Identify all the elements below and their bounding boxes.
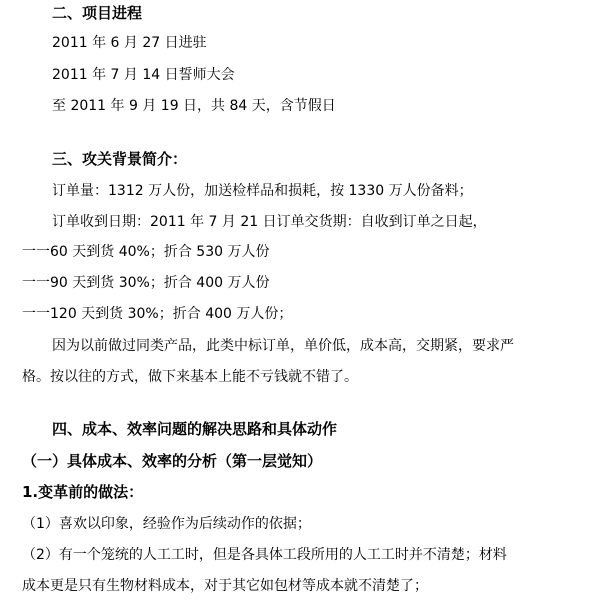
subsection-heading-analysis: （一）具体成本、效率的分析（第一层觉知） [22,452,323,470]
section-heading-solutions: 四、成本、效率问题的解决思路和具体动作 [52,420,338,438]
background-paragraph-line-2: 格。按以往的方式，做下来基本上能不亏钱就不错了。 [22,369,358,385]
progress-item-2: 2011 年 7 月 14 日誓师大会 [52,67,235,83]
progress-item-1: 2011 年 6 月 27 日进驻 [52,35,207,51]
sub-item-heading-before-change: 1.变革前的做法： [22,483,144,501]
delivery-term-90: 一一90 天到货 30%；折合 400 万人份 [22,275,270,291]
point-2-line-2: 成本更是只有生物材料成本，对于其它如包材等成本就不清楚了； [22,578,428,594]
point-1: （1）喜欢以印象，经验作为后续动作的依据； [22,516,311,532]
section-heading-background: 三、攻关背景简介： [52,150,188,168]
order-quantity-text: 订单量：1312 万人份，加送检样品和损耗，按 1330 万人份备料； [52,183,473,199]
delivery-term-120: 一一120 天到货 30%；折合 400 万人份； [22,306,293,322]
progress-item-3: 至 2011 年 9 月 19 日，共 84 天，含节假日 [52,98,336,114]
delivery-term-60: 一一60 天到货 40%；折合 530 万人份 [22,244,270,260]
section-heading-project-progress: 二、项目进程 [52,4,143,22]
delivery-intro-text: 订单收到日期：2011 年 7 月 21 日订单交货期：自收到订单之日起， [52,214,487,230]
point-2-line-1: （2）有一个笼统的人工工时，但是各具体工段所用的人工工时并不清楚；材料 [22,547,507,563]
background-paragraph-line-1: 因为以前做过同类产品，此类中标订单，单价低，成本高，交期紧，要求严 [52,338,514,354]
